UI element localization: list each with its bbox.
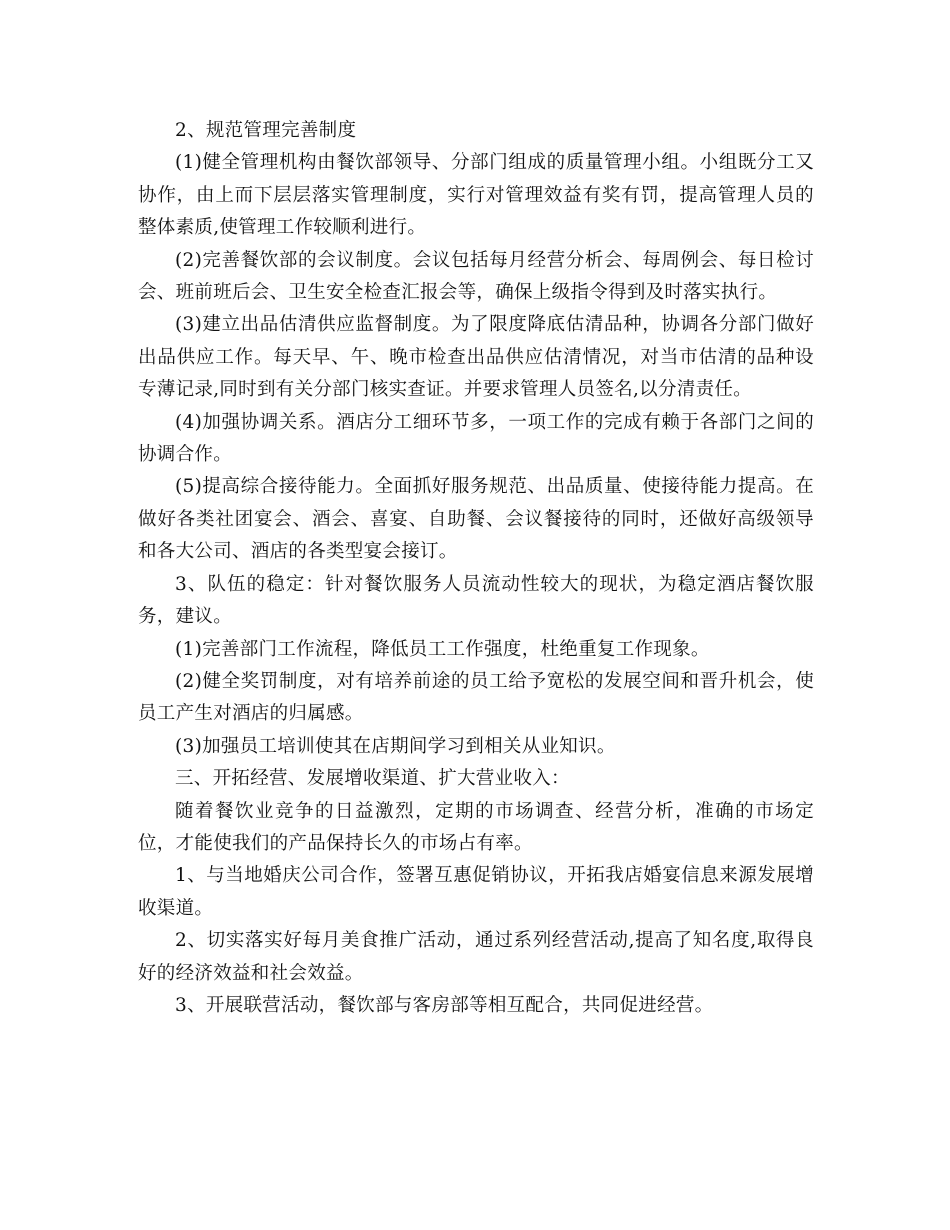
paragraph-item: (3)建立出品估清供应监督制度。为了限度降底估清品种，协调各分部门做好出品供应工作。每天早、午、晚市检查出品供应估清情况，对当市估清的品种设专薄记录,同时到有关分部门核实查证。并要求管理人员签名,以分清责任。 [138, 314, 814, 401]
paragraph-item: 随着餐饮业竞争的日益激烈，定期的市场调查、经营分析，准确的市场定位，才能使我们的产品保持长久的市场占有率。 [138, 800, 814, 854]
paragraph-item: (1)完善部门工作流程，降低员工工作强度，杜绝重复工作现象。 [175, 638, 710, 660]
paragraph-item: (1)健全管理机构由餐饮部领导、分部门组成的质量管理小组。小组既分工又协作，由上而下层层落实管理制度，实行对管理效益有奖有罚，提高管理人员的整体素质,使管理工作较顺利进行。 [138, 152, 814, 239]
paragraph-item: (2)健全奖罚制度，对有培养前途的员工给予宽松的发展空间和晋升机会，使员工产生对酒店的归属感。 [138, 670, 814, 725]
paragraph-item: (3)加强员工培训使其在店期间学习到相关从业知识。 [175, 735, 616, 757]
paragraph-item: 2、切实落实好每月美食推广活动，通过系列经营活动,提高了知名度,取得良好的经济效益和社会效益。 [138, 930, 814, 984]
section-heading-team: 3、队伍的稳定：针对餐饮服务人员流动性较大的现状，为稳定酒店餐饮服务，建议。 [138, 573, 814, 628]
paragraph-item: 3、开展联营活动，餐饮部与客房部等相互配合，共同促进经营。 [175, 994, 714, 1016]
paragraph-item: (5)提高综合接待能力。全面抓好服务规范、出品质量、使接待能力提高。在做好各类社团宴会、酒会、喜宴、自助餐、会议餐接待的同时，还做好高级领导和各大公司、酒店的各类型宴会接订。 [138, 476, 814, 563]
paragraph-item: (4)加强协调关系。酒店分工细环节多，一项工作的完成有赖于各部门之间的协调合作。 [138, 411, 814, 466]
paragraph-item: (2)完善餐饮部的会议制度。会议包括每月经营分析会、每周例会、每日检讨会、班前班后会、卫生安全检查汇报会等，确保上级指令得到及时落实执行。 [138, 249, 814, 304]
section-heading-management: 2、规范管理完善制度 [175, 120, 357, 141]
section-heading-revenue: 三、开拓经营、发展增收渠道、扩大营业收入： [175, 768, 570, 790]
paragraph-item: 1、与当地婚庆公司合作，签署互惠促销协议，开拓我店婚宴信息来源发展增收渠道。 [138, 865, 814, 919]
document-body [138, 115, 814, 1022]
